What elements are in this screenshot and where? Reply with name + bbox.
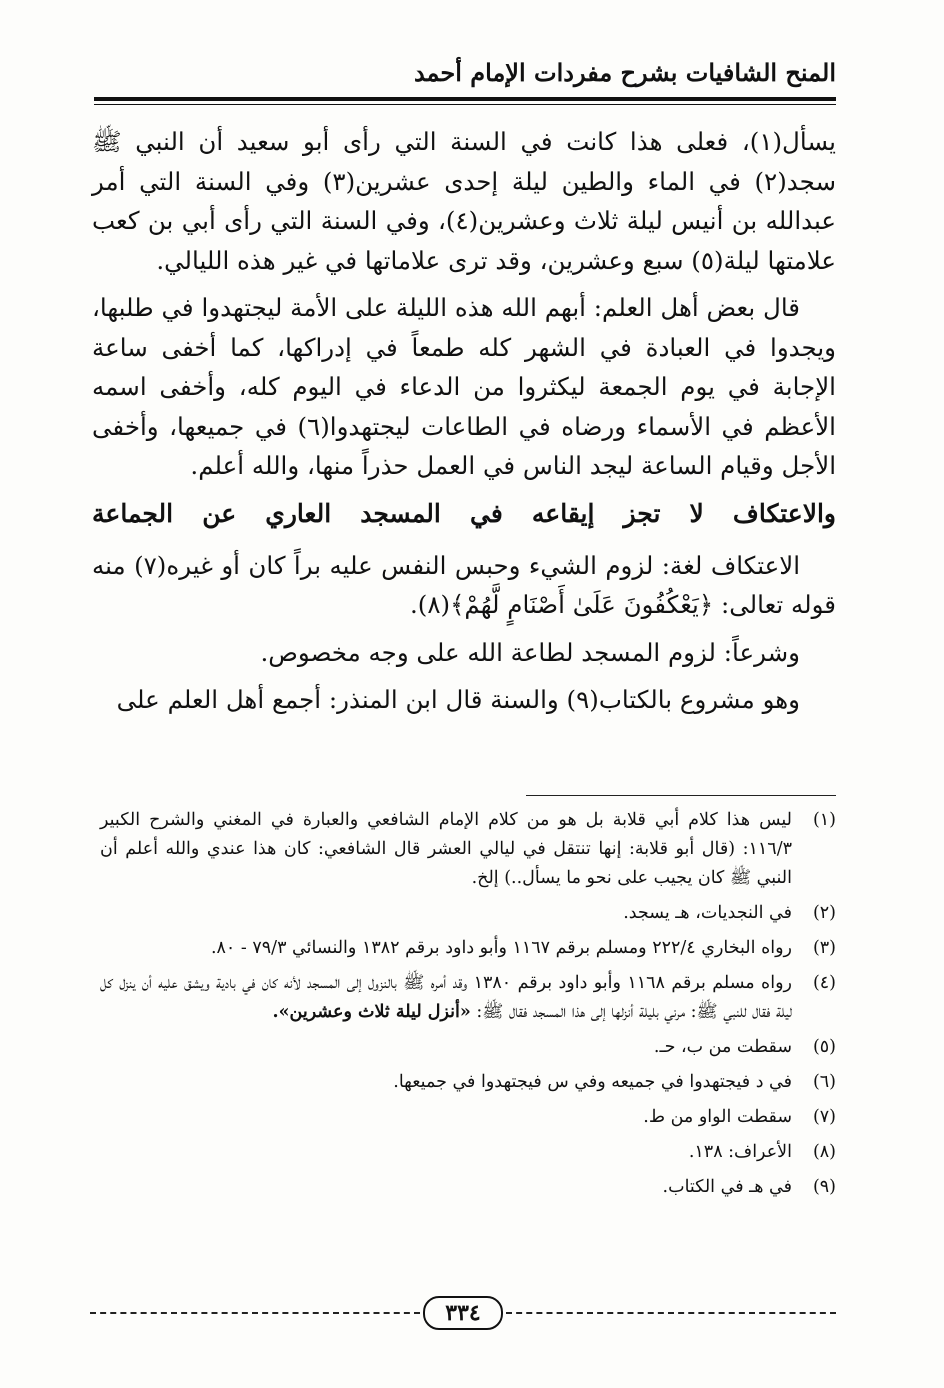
header-rule-thin — [94, 104, 836, 105]
footnote — [100, 1138, 836, 1167]
footnote-number: (٣) — [812, 938, 836, 958]
footnote-text: في هـ في الكتاب. — [662, 1177, 792, 1197]
running-header-title: المنح الشافيات بشرح مفردات الإمام أحمد — [413, 58, 836, 87]
footnote-separator — [526, 795, 836, 796]
footnote-number: (٧) — [812, 1107, 836, 1127]
footnote — [100, 1033, 836, 1062]
footnote-number: (٤) — [812, 973, 836, 993]
footnote — [100, 1103, 836, 1132]
paragraph-3: الاعتكاف لغة: لزوم الشيء وحبس النفس عليه براً كان أو غيره(٧) منه قوله تعالى: ﴿يَعْكُفُونَ عَلَىٰ أَصْنَامٍ لَّهُمْ﴾(٨). — [92, 550, 836, 619]
footnote-text: سقطت من ب، حـ. — [653, 1037, 792, 1057]
footnote-number: (٨) — [812, 1142, 836, 1162]
paragraph-5: وهو مشروع بالكتاب(٩) والسنة قال ابن المنذر: أجمع أهل العلم على — [116, 685, 800, 714]
footnote-number: (٩) — [812, 1177, 836, 1197]
main-text — [92, 122, 836, 728]
page-footer — [90, 1296, 836, 1332]
footer-dashed-rule-right — [506, 1312, 836, 1314]
footnote-number: (١) — [812, 810, 836, 830]
footnote — [100, 934, 836, 963]
footnote-text-plain: رواه مسلم برقم ١١٦٨ وأبو داود برقم ١٣٨٠ وقد أمره ﷺ بالنزول إلى المسجد لأنه كان في بادية ويشق عليه أن ينزل كل ليلة فقال للنبي ﷺ: مرني بليلة أنزلها إلى هذا المسجد فقال ﷺ: — [100, 973, 792, 1022]
footnote — [100, 969, 836, 1027]
paragraph-4: وشرعاً: لزوم المسجد لطاعة الله على وجه مخصوص. — [260, 637, 800, 667]
footnote-text: رواه البخاري ٢٢٢/٤ ومسلم برقم ١١٦٧ وأبو داود برقم ١٣٨٢ والنسائي ٧٩/٣ - ٨٠. — [210, 938, 792, 958]
header-rule-thick — [94, 97, 836, 101]
footnote-text: الأعراف: ١٣٨. — [688, 1142, 792, 1162]
footnote-text: في د فيجتهدوا في جميعه وفي س فيجتهدوا في جميعها. — [393, 1072, 792, 1092]
page-number: ٣٣٤ — [423, 1296, 503, 1330]
footnote-text: سقطت الواو من ط. — [643, 1107, 792, 1127]
footnote-number: (٢) — [812, 903, 836, 923]
footnote-text: في النجديات، هـ يسجد. — [623, 903, 792, 923]
footnote-number: (٥) — [812, 1037, 836, 1057]
paragraph-1: يسأل(١)، فعلى هذا كانت في السنة التي رأى أبو سعيد أن النبي ﷺ سجد(٢) في الماء والطين ليلة إحدى عشرين(٣) وفي السنة التي أمر عبدالله بن أنيس ليلة ثلاث وعشرين(٤)، وفي السنة التي رأى أبي بن كعب علامتها ليلة(٥) سبع وعشرين، وقد ترى علاماتها في غير هذه الليالي. — [92, 127, 836, 275]
footnote — [100, 806, 836, 893]
footnote-hadith-quote: «أنزل ليلة ثلاث وعشرين». — [272, 1002, 471, 1022]
footer-dashed-rule-left — [90, 1312, 420, 1314]
footnote-number: (٦) — [812, 1072, 836, 1092]
paragraph-2: قال بعض أهل العلم: أبهم الله هذه الليلة على الأمة ليجتهدوا في طلبها، ويجدوا في العبادة في الشهر كله طمعاً في إدراكها، كما أخفى ساعة الإجابة في يوم الجمعة ليكثروا من الدعاء في اليوم كله، وأخفى اسمه الأعظم في الأسماء ورضاه في الطاعات ليجتهدوا(٦) في جميعها، وأخفى الأجل وقيام الساعة ليجد الناس في العمل حذراً منها، والله أعلم. — [92, 293, 836, 480]
footnote — [100, 1068, 836, 1097]
footnote — [100, 1173, 836, 1202]
footnote — [100, 899, 836, 928]
footnotes — [100, 806, 836, 1208]
footnote-text — [100, 969, 792, 1027]
footnote-text: ليس هذا كلام أبي قلابة بل هو من كلام الإمام الشافعي والعبارة في المغني والشرح الكبير ١١٦/٣: (قال أبو قلابة: إنها تنتقل في ليالي العشر قال الشافعي: كان هذا عندي والله أعلم أن النبي ﷺ كان يجيب على نحو ما يسأل..) إلخ. — [100, 810, 792, 888]
section-heading: والاعتكاف لا تجز إيقاعه في المسجد العاري عن الجماعة — [92, 498, 836, 528]
